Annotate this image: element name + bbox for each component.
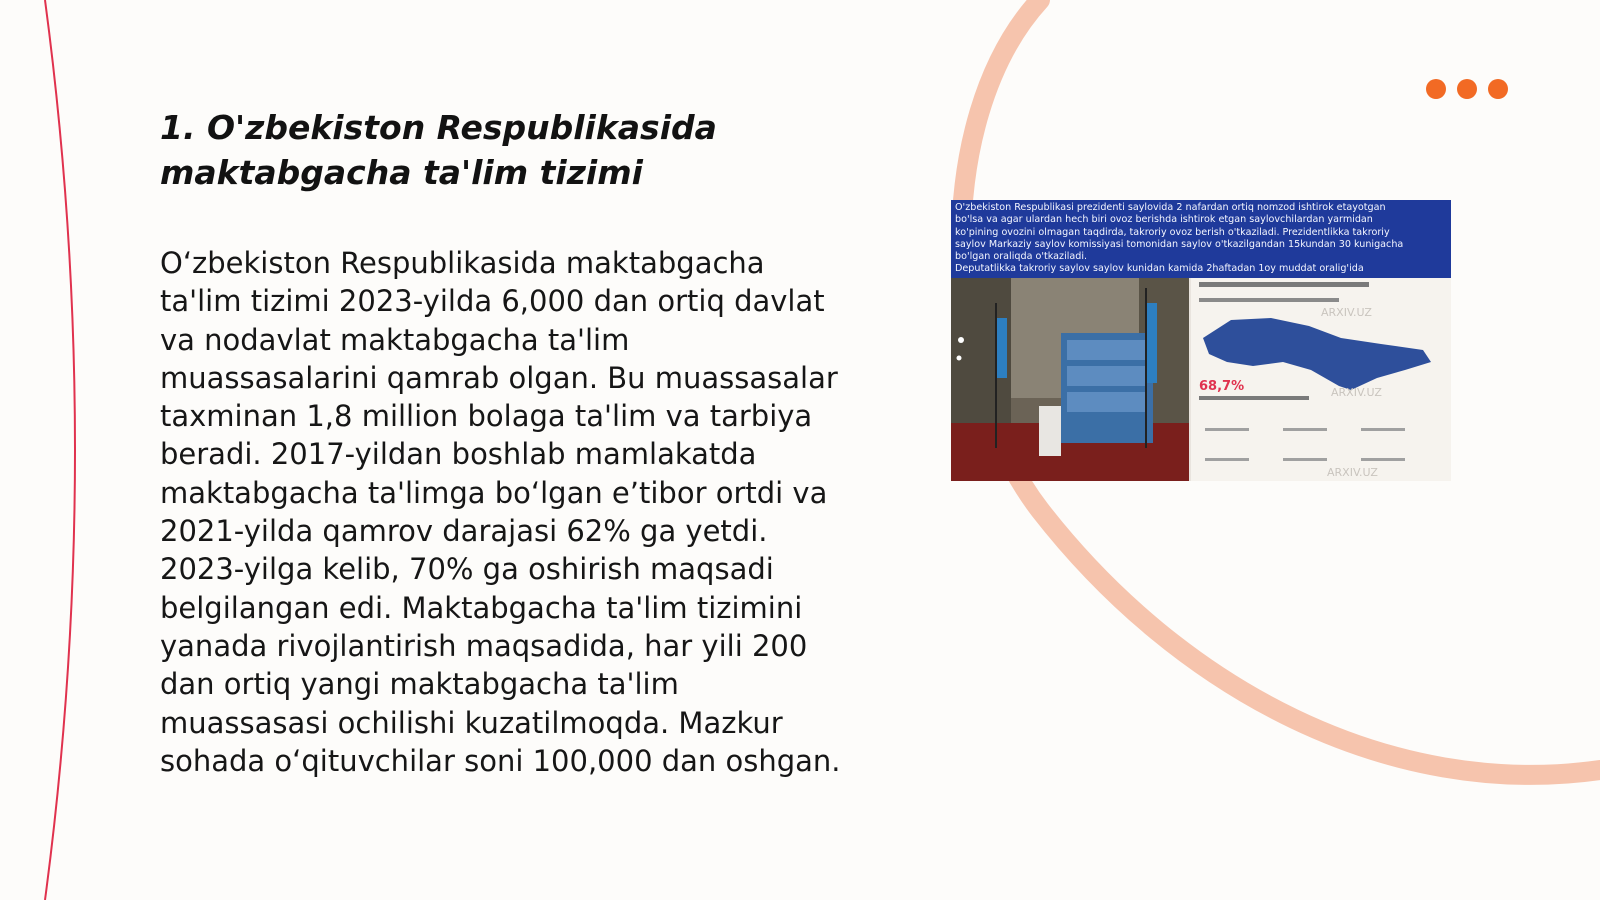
watermark-text: ARXIV.UZ: [1327, 466, 1378, 479]
slide-body-text: O‘zbekiston Respublikasida maktabgacha ta'lim tizimi 2023-yilda 6,000 dan ortiq davlat va nodavlat maktabgacha ta'lim muassasalarini qamrab olgan. Bu muassasalar taxminan 1,8 million bolaga ta'lim va tarbiya beradi. 2017-yildan boshlab mamlakatda maktabgacha ta'limga bo‘lgan e’tibor ortdi va 2021-yilda qamrov darajasi 62% ga yetdi. 2023-yilga kelib, 70% ga oshirish maqsadi belgilangan edi. Maktabgacha ta'lim tizimini yanada rivojlantirish maqsadida, har yili 200 dan ortiq yangi maktabgacha ta'lim muassasasi ochilishi kuzatilmoqda. Mazkur sohada o‘qituvchilar soni 100,000 dan oshgan.: [160, 246, 841, 778]
banner-line: saylov Markaziy saylov komissiyasi tomonidan saylov o'tkazilgandan 15kundan 30 kunigacha: [955, 238, 1404, 250]
dots-menu-icon: [1426, 79, 1508, 99]
image-caption-banner: [951, 200, 1451, 278]
watermark-text: ARXIV.UZ: [1321, 306, 1372, 319]
dot-icon: [1426, 79, 1446, 99]
left-accent-line: [45, 0, 75, 900]
polling-station-photo: [951, 278, 1189, 481]
election-map-infographic: [1191, 278, 1451, 481]
banner-line: bo'lgan oraliqda o'tkaziladi.: [955, 251, 1088, 263]
slide-title: 1. O'zbekiston Respublikasida maktabgacha ta'lim tizimi: [160, 108, 717, 192]
dot-icon: [1488, 79, 1508, 99]
stat-value: 68,7%: [1199, 379, 1245, 394]
election-infographic-image: [951, 200, 1451, 481]
banner-line: bo'lsa va agar ulardan hech biri ovoz berishda ishtirok etgan saylovchilardan yarmidan: [955, 214, 1373, 226]
watermark-text: ARXIV.UZ: [1331, 386, 1382, 399]
banner-line: O'zbekiston Respublikasi prezidenti saylovida 2 nafardan ortiq nomzod ishtirok etayotgan: [955, 202, 1386, 213]
banner-line: Deputatlikka takroriy saylov saylov kunidan kamida 2haftadan 1oy muddat oralig'ida: [955, 263, 1364, 275]
banner-line: ko'pining ovozini olmagan taqdirda, takroriy ovoz berish o'tkaziladi. Prezidentlikka takroriy: [955, 226, 1390, 238]
dot-icon: [1457, 79, 1477, 99]
